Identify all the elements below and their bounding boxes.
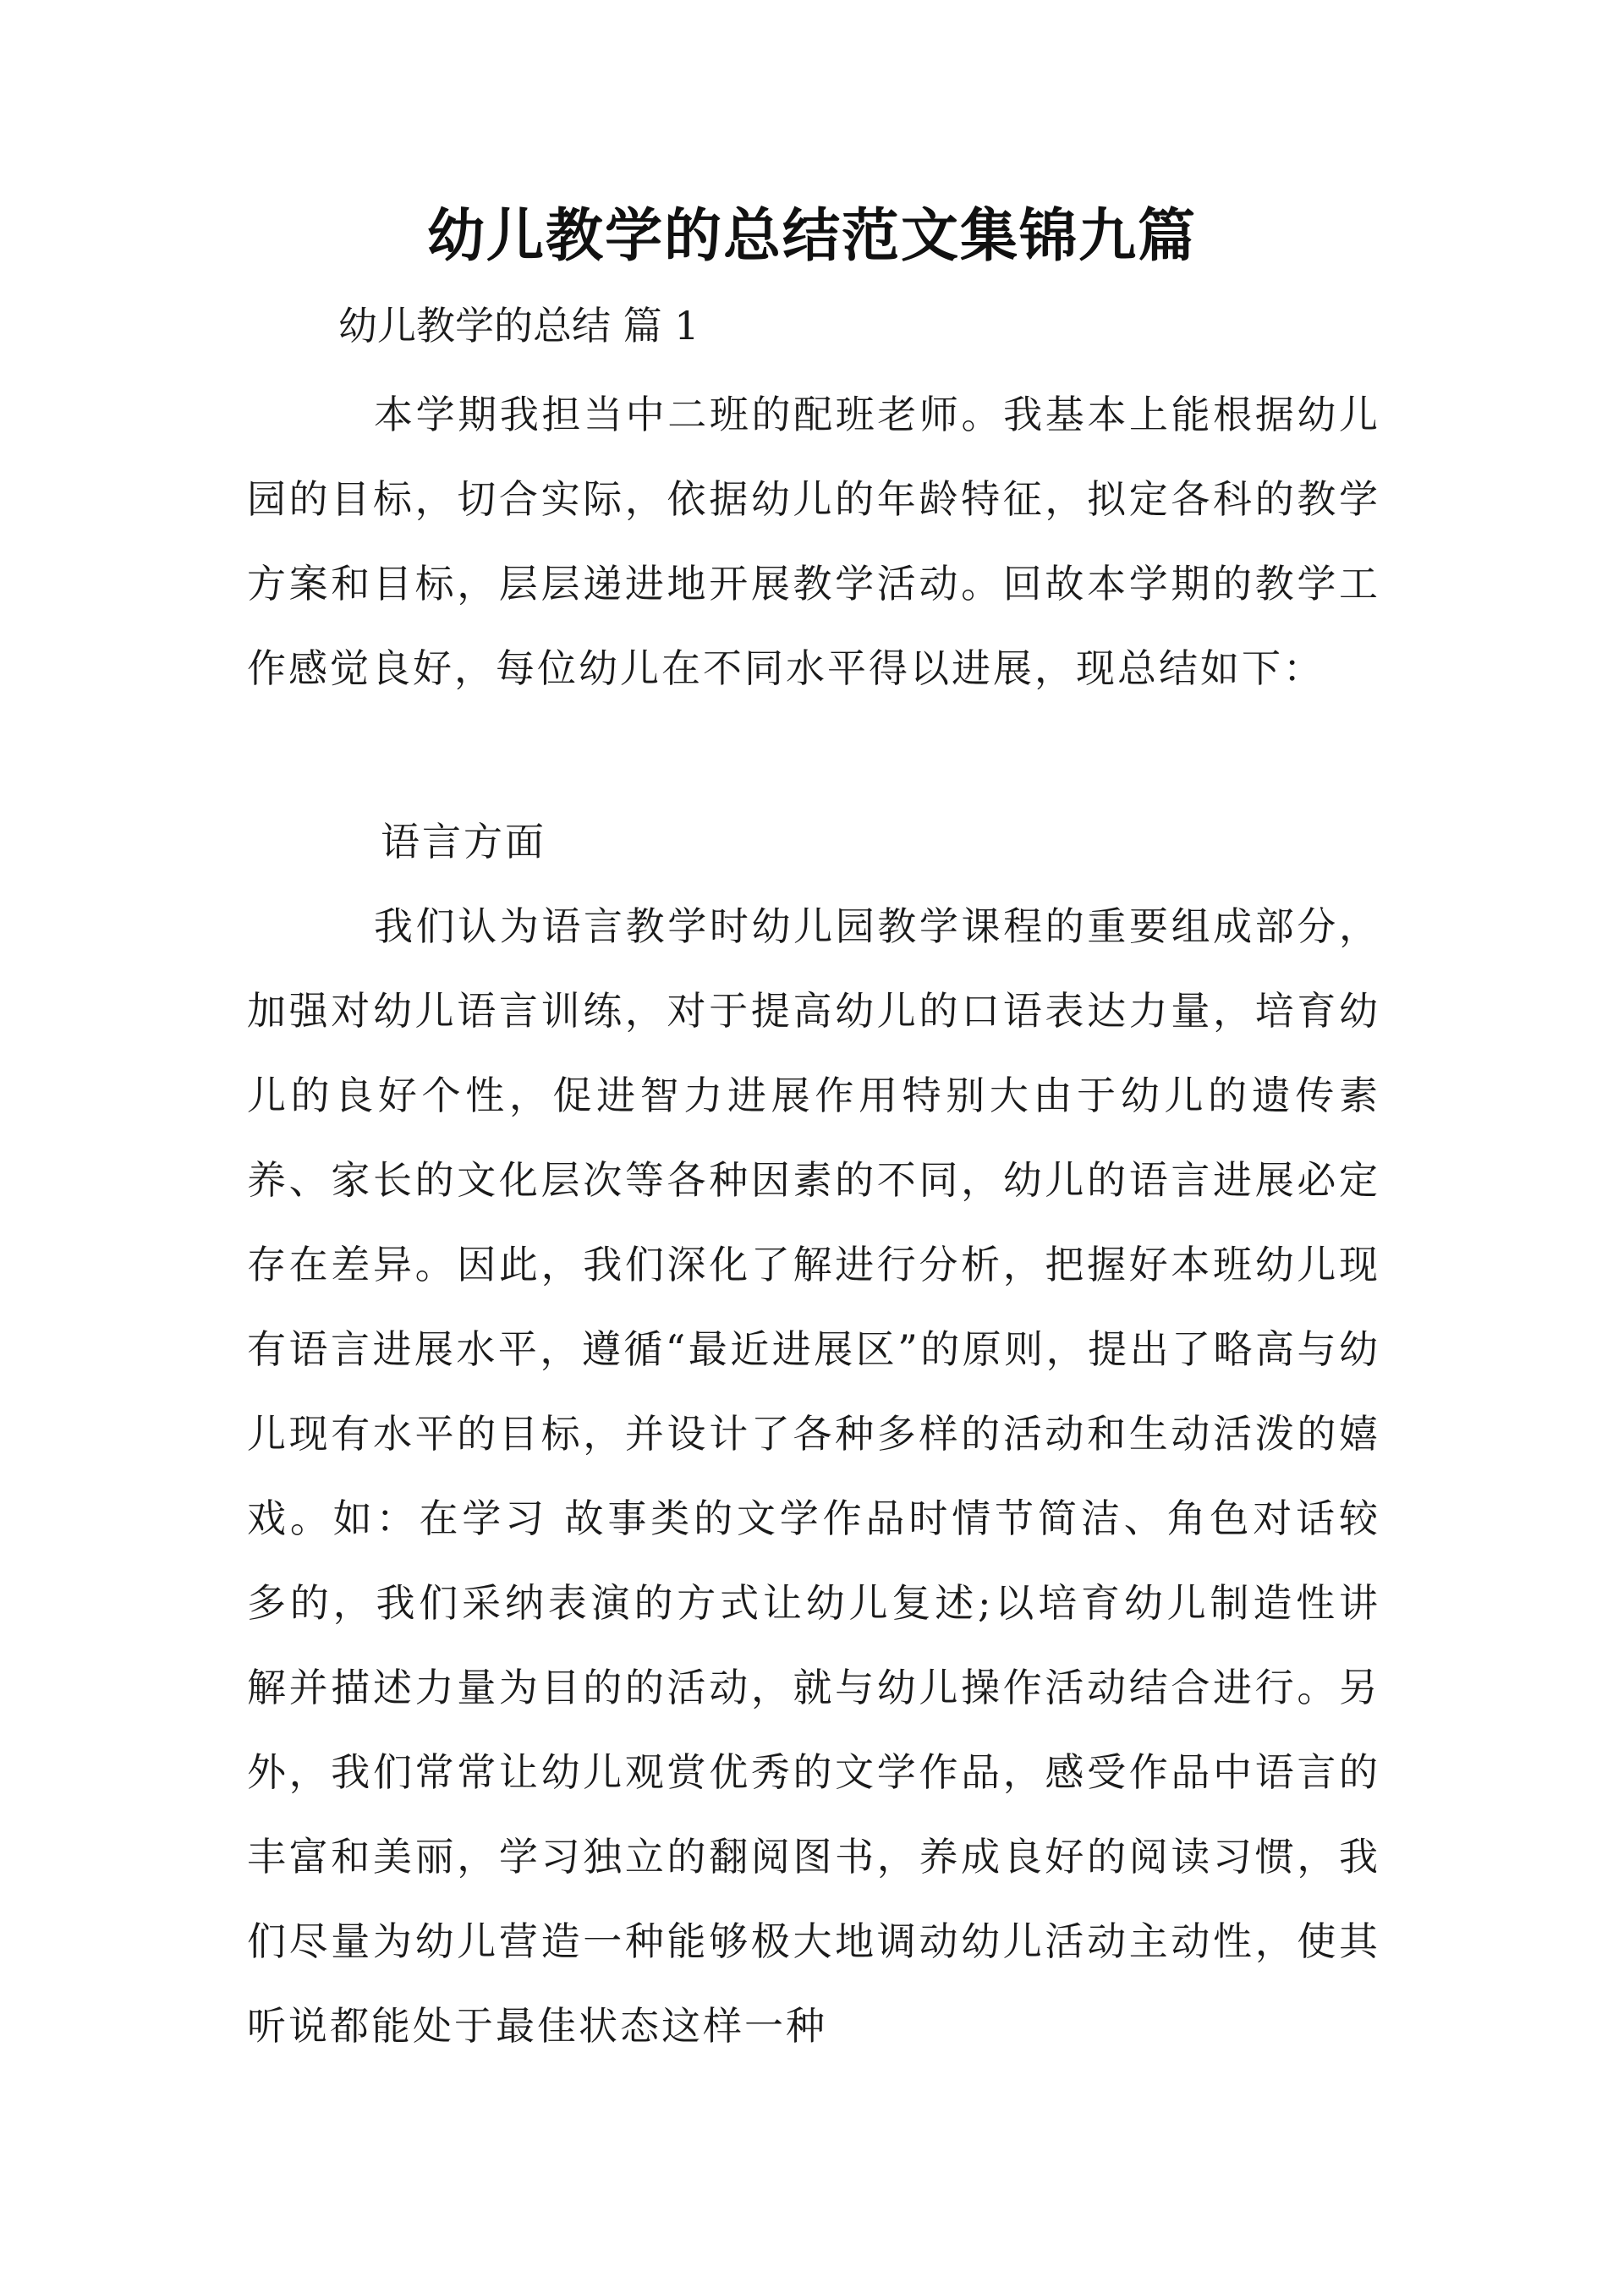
document-title: 幼儿教学的总结范文集锦九篇	[426, 203, 1197, 270]
paragraph-intro: 本学期我担当中二班的配班老师。我基本上能根据幼儿园的目标，切合实际，依据幼儿的年龄特征，拟定各科的教学方案和目标，层层递进地开展教学活动。回故本学期的教学工作感觉良好，每位幼儿在不同水平得以进展，现总结如下：	[247, 392, 1380, 691]
paragraph-language: 我们认为语言教学时幼儿园教学课程的重要组成部分，加强对幼儿语言训练，对于提高幼儿的口语表达力量，培育幼儿的良好个性，促进智力进展作用特别大由于幼儿的遗传素养、家长的文化层次等各种因素的不同，幼儿的语言进展必定存在差异。因此，我们深化了解进行分析，把握好本班幼儿现有语言进展水平，遵循“最近进展区”的原则，提出了略高与幼儿现有水平的目标，并设计了各种多样的活动和生动活泼的嬉戏。如：在学习 故事类的文学作品时情节简洁、角色对话较多的，我们采纳表演的方式让幼儿复述;以培育幼儿制造性讲解并描述力量为目的的活动，就与幼儿操作活动结合进行。另外，我们常常让幼儿观赏优秀的文学作品，感受作品中语言的丰富和美丽，学习独立的翻阅图书，养成良好的阅读习惯，我们尽量为幼儿营造一种能够极大地调动幼儿活动主动性，使其听说都能处于最佳状态这样一种	[247, 903, 1380, 2049]
section-heading-language: 语言方面	[381, 819, 546, 864]
document-subtitle: 幼儿教学的总结 篇 1	[338, 303, 700, 348]
